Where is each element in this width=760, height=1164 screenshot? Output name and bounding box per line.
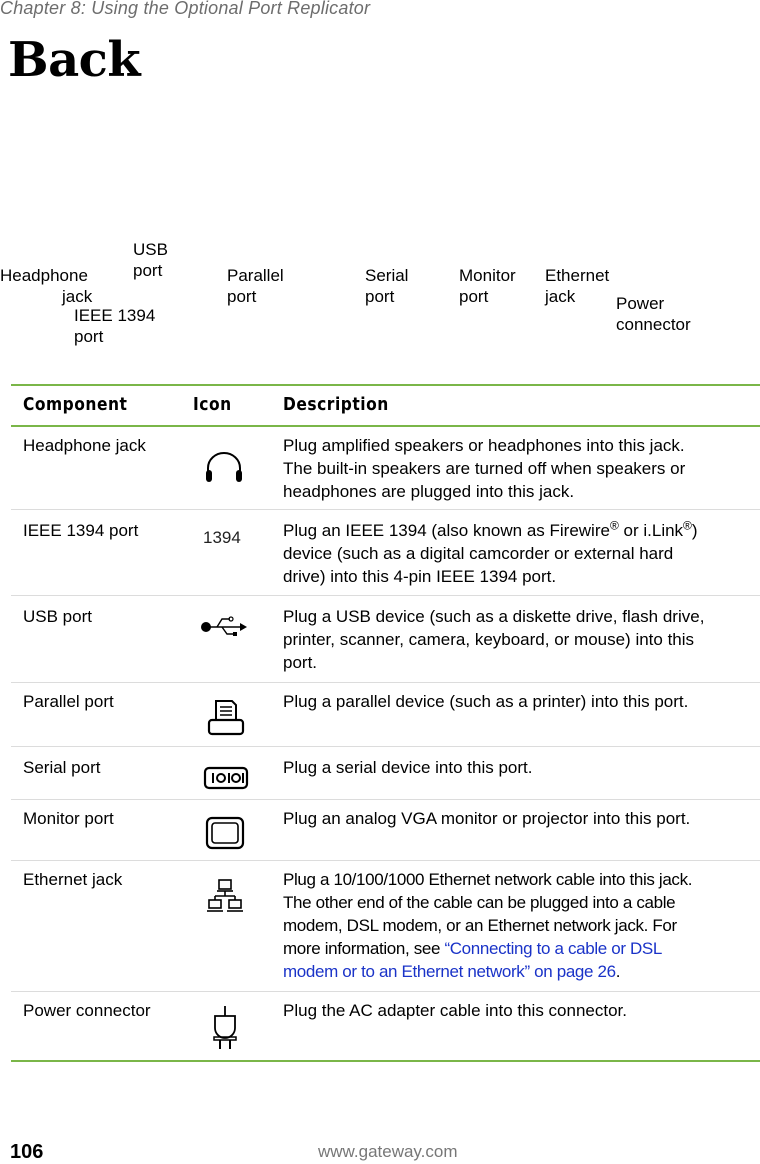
callout-text: Parallel — [227, 266, 284, 285]
page-number: 106 — [10, 1141, 44, 1163]
description-text: more information, see — [283, 939, 445, 958]
cross-reference-link[interactable]: modem or to an Ethernet network” on page 26 — [283, 962, 616, 981]
component-description — [283, 868, 748, 983]
component-description — [283, 519, 748, 588]
registered-mark: ® — [683, 518, 692, 533]
description-line: The built-in speakers are turned off when speakers or — [283, 459, 686, 478]
row-divider — [11, 860, 760, 861]
headphones-icon — [203, 448, 245, 489]
description-text: Plug an IEEE 1394 (also known as Firewire — [283, 521, 610, 540]
description-line: printer, scanner, camera, keyboard, or mouse) into this — [283, 630, 695, 649]
description-text: or i.Link — [618, 521, 684, 540]
header-description: Description — [283, 394, 389, 415]
callout-text: port — [133, 261, 163, 280]
component-description — [283, 756, 748, 779]
table-bottom-rule — [11, 1060, 760, 1062]
callout-text: connector — [616, 315, 691, 334]
component-description — [283, 807, 748, 830]
component-name: Power connector — [23, 1001, 151, 1020]
component-description — [283, 434, 748, 503]
description-line: headphones are plugged into this jack. — [283, 482, 575, 501]
description-line — [283, 960, 748, 983]
callout-usb-port — [133, 239, 168, 281]
description-line: port. — [283, 653, 318, 672]
power-plug-icon — [210, 1006, 240, 1055]
description-line: device (such as a digital camcorder or external hard — [283, 544, 674, 563]
component-name: Monitor port — [23, 809, 114, 828]
callout-text: Power — [616, 294, 665, 313]
description-line: Plug an analog VGA monitor or projector into this port. — [283, 809, 691, 828]
callout-text: port — [365, 287, 395, 306]
callout-serial-port — [365, 265, 408, 307]
description-line: Plug a serial device into this port. — [283, 758, 533, 777]
description-line: The other end of the cable can be plugged into a cable — [283, 893, 676, 912]
component-description — [283, 999, 748, 1022]
callout-text: Headphone — [0, 266, 88, 285]
callout-ethernet-jack — [545, 265, 609, 307]
callout-text: port — [74, 327, 104, 346]
callout-headphone-jack — [0, 265, 92, 307]
description-line: Plug a 10/100/1000 Ethernet network cable into this jack. — [283, 870, 693, 889]
description-line: Plug amplified speakers or headphones into this jack. — [283, 436, 685, 455]
component-name: IEEE 1394 port — [23, 521, 139, 540]
usb-icon — [200, 614, 250, 643]
callout-text: jack — [62, 287, 93, 306]
callout-text: USB — [133, 240, 168, 259]
component-name: USB port — [23, 607, 92, 626]
callout-ieee1394-port — [74, 305, 155, 347]
description-line: Plug a parallel device (such as a printer) into this port. — [283, 692, 689, 711]
component-name: Headphone jack — [23, 436, 146, 455]
network-icon — [207, 878, 243, 921]
row-divider — [11, 799, 760, 800]
description-line — [283, 937, 748, 960]
registered-mark: ® — [609, 518, 619, 533]
description-line: drive) into this 4-pin IEEE 1394 port. — [283, 567, 557, 586]
cross-reference-link[interactable]: “Connecting to a cable or DSL — [444, 939, 663, 958]
component-name: Ethernet jack — [23, 870, 123, 889]
description-line: Plug the AC adapter cable into this connector. — [283, 1001, 628, 1020]
callout-text: IEEE 1394 — [74, 306, 156, 325]
row-divider — [11, 682, 760, 683]
component-description — [283, 690, 748, 713]
table-top-rule — [11, 384, 760, 386]
callout-parallel-port — [227, 265, 284, 307]
header-component: Component — [23, 394, 128, 415]
callout-power-connector — [616, 293, 691, 335]
component-name: Parallel port — [23, 692, 114, 711]
serial-port-icon — [203, 765, 249, 796]
ieee1394-icon: 1394 — [203, 528, 241, 547]
footer-url: www.gateway.com — [318, 1142, 458, 1161]
description-line: Plug a USB device (such as a diskette drive, flash drive, — [283, 607, 705, 626]
row-divider — [11, 595, 760, 596]
row-divider — [11, 509, 760, 510]
callout-text: Monitor — [459, 266, 516, 285]
callout-monitor-port — [459, 265, 516, 307]
description-line: modem, DSL modem, or an Ethernet network jack. For — [283, 916, 677, 935]
component-name: Serial port — [23, 758, 101, 777]
callout-text: port — [227, 287, 257, 306]
callout-text: port — [459, 287, 489, 306]
row-divider — [11, 746, 760, 747]
callout-text: Ethernet — [545, 266, 610, 285]
callout-text: jack — [545, 287, 576, 306]
printer-icon — [206, 699, 246, 742]
description-text: . — [615, 962, 621, 981]
description-line — [283, 519, 748, 542]
header-icon: Icon — [193, 394, 232, 415]
row-divider — [11, 991, 760, 992]
description-text: ) — [691, 521, 698, 540]
callout-text: Serial — [365, 266, 409, 285]
component-description — [283, 605, 748, 674]
monitor-icon — [205, 816, 245, 855]
chapter-heading: Chapter 8: Using the Optional Port Replicator — [0, 0, 371, 18]
table-header-rule — [11, 425, 760, 427]
page-title: Back — [8, 32, 141, 88]
